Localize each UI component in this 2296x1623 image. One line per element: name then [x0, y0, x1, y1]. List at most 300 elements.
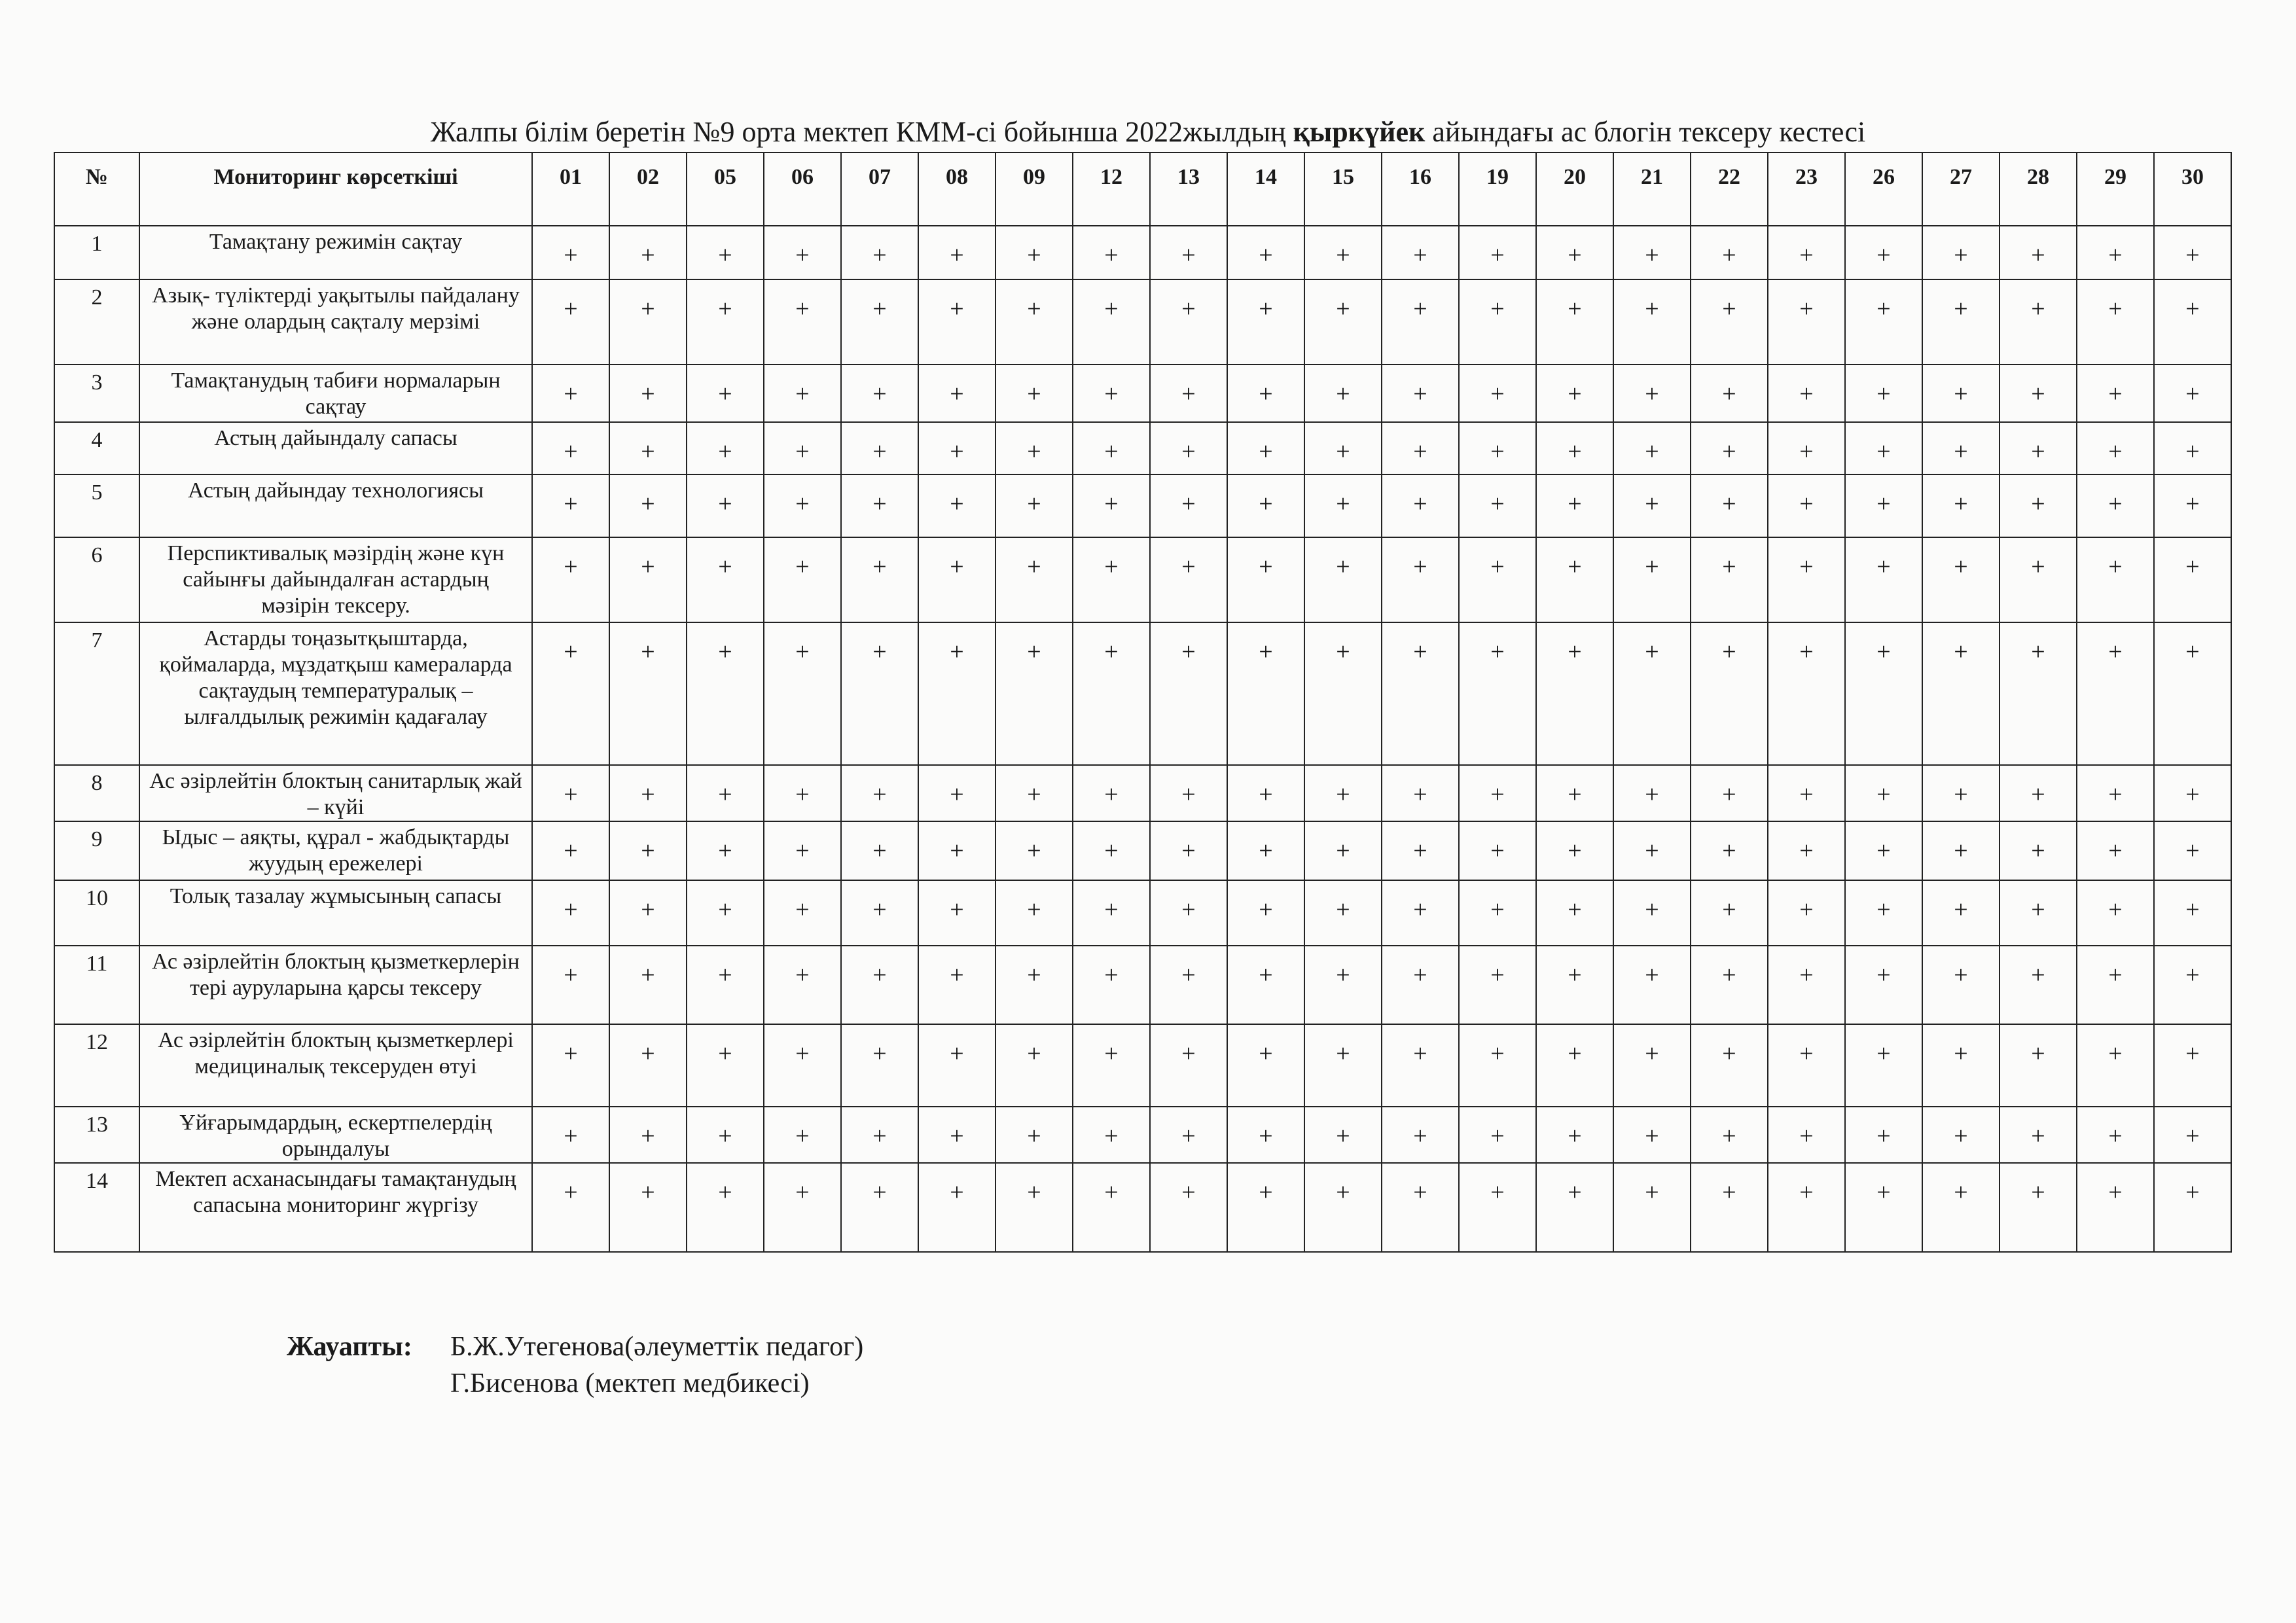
check-mark: +: [1922, 880, 2000, 946]
check-mark: +: [764, 365, 841, 422]
check-mark: +: [1691, 1107, 1768, 1163]
table-row: [54, 1163, 2231, 1252]
check-mark: +: [2077, 474, 2154, 537]
header-day: 27: [1922, 152, 2000, 226]
check-mark: +: [1613, 622, 1691, 765]
check-mark: +: [1768, 422, 1845, 474]
check-mark: +: [996, 279, 1073, 365]
check-mark: +: [1304, 1107, 1382, 1163]
check-mark: +: [1768, 226, 1845, 279]
check-mark: +: [687, 1024, 764, 1107]
check-mark: +: [687, 474, 764, 537]
check-mark: +: [2000, 1107, 2077, 1163]
check-mark: +: [2000, 880, 2077, 946]
row-indicator: Перспиктивалық мәзірдің және күн сайынғы дайындалған астардың мәзірін тексеру.: [139, 537, 532, 622]
check-mark: +: [1768, 1163, 1845, 1252]
check-mark: +: [2154, 765, 2231, 821]
check-mark: +: [1227, 821, 1304, 880]
check-mark: +: [1304, 365, 1382, 422]
table-row: [54, 1024, 2231, 1107]
check-mark: +: [1613, 821, 1691, 880]
check-mark: +: [918, 880, 996, 946]
check-mark: +: [1073, 1107, 1150, 1163]
check-mark: +: [1382, 946, 1459, 1024]
check-mark: +: [841, 537, 918, 622]
header-no: №: [54, 152, 139, 226]
header-day: 20: [1536, 152, 1613, 226]
check-mark: +: [1150, 226, 1227, 279]
responsible-person-1: Б.Ж.Утегенова(әлеуметтік педагог): [450, 1332, 864, 1362]
check-mark: +: [1691, 422, 1768, 474]
header-day: 29: [2077, 152, 2154, 226]
check-mark: +: [764, 537, 841, 622]
check-mark: +: [1536, 537, 1613, 622]
row-indicator: Ас әзірлейтін блоктың санитарлық жай – күйі: [139, 765, 532, 821]
check-mark: +: [1922, 537, 2000, 622]
header-day: 14: [1227, 152, 1304, 226]
check-mark: +: [1845, 474, 1922, 537]
title-month: қыркүйек: [1293, 116, 1426, 148]
check-mark: +: [2154, 226, 2231, 279]
row-number: 6: [54, 537, 139, 622]
check-mark: +: [1536, 946, 1613, 1024]
table-row: [54, 1107, 2231, 1163]
check-mark: +: [764, 821, 841, 880]
check-mark: +: [1073, 765, 1150, 821]
header-day: 06: [764, 152, 841, 226]
check-mark: +: [1536, 880, 1613, 946]
check-mark: +: [1382, 226, 1459, 279]
check-mark: +: [532, 365, 609, 422]
check-mark: +: [2077, 880, 2154, 946]
header-day: 28: [2000, 152, 2077, 226]
check-mark: +: [609, 1024, 687, 1107]
row-number: 13: [54, 1107, 139, 1163]
check-mark: +: [532, 880, 609, 946]
check-mark: +: [1922, 422, 2000, 474]
check-mark: +: [2154, 1024, 2231, 1107]
check-mark: +: [1073, 474, 1150, 537]
check-mark: +: [841, 422, 918, 474]
check-mark: +: [1922, 279, 2000, 365]
check-mark: +: [1304, 821, 1382, 880]
check-mark: +: [841, 622, 918, 765]
table-row: [54, 880, 2231, 946]
table-row: [54, 279, 2231, 365]
check-mark: +: [996, 622, 1073, 765]
check-mark: +: [2077, 365, 2154, 422]
row-number: 1: [54, 226, 139, 279]
check-mark: +: [1768, 279, 1845, 365]
header-day: 19: [1459, 152, 1536, 226]
check-mark: +: [1227, 946, 1304, 1024]
check-mark: +: [1304, 622, 1382, 765]
check-mark: +: [996, 1024, 1073, 1107]
check-mark: +: [687, 821, 764, 880]
check-mark: +: [1613, 880, 1691, 946]
check-mark: +: [1768, 880, 1845, 946]
check-mark: +: [1382, 1024, 1459, 1107]
check-mark: +: [2000, 622, 2077, 765]
header-indicator: Мониторинг көрсеткіші: [139, 152, 532, 226]
check-mark: +: [1304, 880, 1382, 946]
check-mark: +: [1768, 622, 1845, 765]
check-mark: +: [687, 365, 764, 422]
header-day: 02: [609, 152, 687, 226]
check-mark: +: [1073, 422, 1150, 474]
check-mark: +: [1768, 1024, 1845, 1107]
check-mark: +: [1227, 880, 1304, 946]
check-mark: +: [2154, 279, 2231, 365]
check-mark: +: [1922, 474, 2000, 537]
check-mark: +: [2077, 765, 2154, 821]
check-mark: +: [1613, 946, 1691, 1024]
title-text-end: айындағы ас блогін тексеру кестесі: [1425, 116, 1866, 148]
check-mark: +: [1922, 622, 2000, 765]
check-mark: +: [687, 422, 764, 474]
check-mark: +: [1459, 365, 1536, 422]
check-mark: +: [532, 622, 609, 765]
check-mark: +: [2000, 226, 2077, 279]
check-mark: +: [1845, 1024, 1922, 1107]
check-mark: +: [609, 946, 687, 1024]
check-mark: +: [1150, 765, 1227, 821]
check-mark: +: [996, 1163, 1073, 1252]
check-mark: +: [2154, 474, 2231, 537]
check-mark: +: [1150, 880, 1227, 946]
check-mark: +: [1768, 1107, 1845, 1163]
check-mark: +: [1073, 226, 1150, 279]
check-mark: +: [2154, 537, 2231, 622]
check-mark: +: [1382, 880, 1459, 946]
check-mark: +: [2077, 1024, 2154, 1107]
check-mark: +: [1536, 1024, 1613, 1107]
check-mark: +: [1845, 1163, 1922, 1252]
row-indicator: Тамақтанудың табиғи нормаларын сақтау: [139, 365, 532, 422]
check-mark: +: [1536, 622, 1613, 765]
check-mark: +: [1613, 422, 1691, 474]
check-mark: +: [532, 474, 609, 537]
check-mark: +: [687, 1163, 764, 1252]
check-mark: +: [1459, 1163, 1536, 1252]
check-mark: +: [764, 622, 841, 765]
check-mark: +: [841, 946, 918, 1024]
check-mark: +: [1536, 1163, 1613, 1252]
check-mark: +: [1227, 1107, 1304, 1163]
check-mark: +: [1768, 765, 1845, 821]
check-mark: +: [1459, 765, 1536, 821]
table-row: [54, 821, 2231, 880]
check-mark: +: [1459, 1107, 1536, 1163]
check-mark: +: [2077, 1107, 2154, 1163]
row-indicator: Ас әзірлейтін блоктың қызметкерлерін тері ауруларына қарсы тексеру: [139, 946, 532, 1024]
check-mark: +: [2000, 365, 2077, 422]
check-mark: +: [764, 1163, 841, 1252]
check-mark: +: [1150, 1107, 1227, 1163]
check-mark: +: [1691, 880, 1768, 946]
check-mark: +: [1227, 765, 1304, 821]
check-mark: +: [1459, 226, 1536, 279]
check-mark: +: [2000, 1024, 2077, 1107]
check-mark: +: [918, 622, 996, 765]
row-indicator: Астарды тоңазытқыштарда, қоймаларда, мұздатқыш камераларда сақтаудың температуралық – ылғалдылық режимін қадағалау: [139, 622, 532, 765]
check-mark: +: [1227, 226, 1304, 279]
check-mark: +: [918, 365, 996, 422]
row-number: 14: [54, 1163, 139, 1252]
header-day: 21: [1613, 152, 1691, 226]
check-mark: +: [2077, 1163, 2154, 1252]
check-mark: +: [1845, 537, 1922, 622]
check-mark: +: [1613, 1024, 1691, 1107]
check-mark: +: [1150, 1163, 1227, 1252]
header-day: 13: [1150, 152, 1227, 226]
check-mark: +: [687, 765, 764, 821]
check-mark: +: [532, 821, 609, 880]
check-mark: +: [2000, 537, 2077, 622]
check-mark: +: [609, 422, 687, 474]
check-mark: +: [1613, 365, 1691, 422]
check-mark: +: [1073, 880, 1150, 946]
check-mark: +: [687, 880, 764, 946]
check-mark: +: [1227, 279, 1304, 365]
check-mark: +: [841, 1163, 918, 1252]
check-mark: +: [996, 946, 1073, 1024]
row-indicator: Ыдыс – аяқты, құрал - жабдықтарды жуудың ережелері: [139, 821, 532, 880]
check-mark: +: [1691, 1163, 1768, 1252]
check-mark: +: [918, 1163, 996, 1252]
row-number: 3: [54, 365, 139, 422]
check-mark: +: [1073, 1163, 1150, 1252]
check-mark: +: [1073, 1024, 1150, 1107]
row-number: 5: [54, 474, 139, 537]
check-mark: +: [1613, 1163, 1691, 1252]
check-mark: +: [1691, 537, 1768, 622]
check-mark: +: [1536, 422, 1613, 474]
table-row: [54, 474, 2231, 537]
header-day: 08: [918, 152, 996, 226]
check-mark: +: [2154, 1107, 2231, 1163]
check-mark: +: [764, 474, 841, 537]
header-day: 09: [996, 152, 1073, 226]
check-mark: +: [1073, 622, 1150, 765]
check-mark: +: [841, 821, 918, 880]
check-mark: +: [841, 880, 918, 946]
check-mark: +: [1922, 1163, 2000, 1252]
check-mark: +: [609, 474, 687, 537]
check-mark: +: [1845, 226, 1922, 279]
check-mark: +: [2077, 821, 2154, 880]
check-mark: +: [2077, 226, 2154, 279]
responsible-block: [287, 1329, 863, 1402]
check-mark: +: [2077, 946, 2154, 1024]
header-day: 12: [1073, 152, 1150, 226]
check-mark: +: [1768, 537, 1845, 622]
check-mark: +: [1304, 1024, 1382, 1107]
check-mark: +: [1073, 365, 1150, 422]
table-row: [54, 365, 2231, 422]
title-text-start: Жалпы білім беретін №9 орта мектеп КММ-сі бойынша 2022жылдың: [430, 116, 1293, 148]
check-mark: +: [1382, 1107, 1459, 1163]
check-mark: +: [1845, 1107, 1922, 1163]
check-mark: +: [1691, 279, 1768, 365]
check-mark: +: [609, 880, 687, 946]
table-header-row: [54, 152, 2231, 226]
check-mark: +: [532, 226, 609, 279]
check-mark: +: [609, 537, 687, 622]
check-mark: +: [1382, 279, 1459, 365]
check-mark: +: [841, 1024, 918, 1107]
check-mark: +: [764, 422, 841, 474]
check-mark: +: [764, 226, 841, 279]
check-mark: +: [1227, 474, 1304, 537]
check-mark: +: [532, 1163, 609, 1252]
check-mark: +: [609, 226, 687, 279]
table-row: [54, 946, 2231, 1024]
check-mark: +: [1459, 880, 1536, 946]
check-mark: +: [1382, 765, 1459, 821]
check-mark: +: [1536, 226, 1613, 279]
row-indicator: Мектеп асханасындағы тамақтанудың сапасына мониторинг жүргізу: [139, 1163, 532, 1252]
row-indicator: Астың дайындау технологиясы: [139, 474, 532, 537]
header-day: 23: [1768, 152, 1845, 226]
check-mark: +: [1536, 1107, 1613, 1163]
check-mark: +: [1227, 422, 1304, 474]
check-mark: +: [2000, 474, 2077, 537]
check-mark: +: [1691, 821, 1768, 880]
check-mark: +: [1845, 622, 1922, 765]
check-mark: +: [2077, 622, 2154, 765]
check-mark: +: [1459, 474, 1536, 537]
check-mark: +: [1613, 1107, 1691, 1163]
check-mark: +: [764, 765, 841, 821]
check-mark: +: [918, 1024, 996, 1107]
header-day: 22: [1691, 152, 1768, 226]
check-mark: +: [1613, 279, 1691, 365]
check-mark: +: [1382, 622, 1459, 765]
row-indicator: Ұйғарымдардың, ескертпелердің орындалуы: [139, 1107, 532, 1163]
check-mark: +: [1691, 474, 1768, 537]
table-row: [54, 226, 2231, 279]
check-mark: +: [918, 821, 996, 880]
check-mark: +: [2154, 622, 2231, 765]
check-mark: +: [1382, 474, 1459, 537]
check-mark: +: [841, 365, 918, 422]
row-number: 8: [54, 765, 139, 821]
check-mark: +: [687, 622, 764, 765]
check-mark: +: [1459, 279, 1536, 365]
check-mark: +: [1150, 622, 1227, 765]
table-row: [54, 765, 2231, 821]
check-mark: +: [1304, 537, 1382, 622]
check-mark: +: [764, 279, 841, 365]
check-mark: +: [1536, 474, 1613, 537]
row-number: 12: [54, 1024, 139, 1107]
check-mark: +: [1613, 226, 1691, 279]
check-mark: +: [1922, 1107, 2000, 1163]
check-mark: +: [1304, 226, 1382, 279]
check-mark: +: [1304, 474, 1382, 537]
page-title: [0, 115, 2296, 149]
check-mark: +: [996, 365, 1073, 422]
check-mark: +: [1304, 279, 1382, 365]
check-mark: +: [1150, 279, 1227, 365]
check-mark: +: [1768, 946, 1845, 1024]
check-mark: +: [1304, 946, 1382, 1024]
check-mark: +: [918, 226, 996, 279]
check-mark: +: [687, 279, 764, 365]
check-mark: +: [1845, 765, 1922, 821]
check-mark: +: [1150, 365, 1227, 422]
check-mark: +: [1382, 422, 1459, 474]
row-number: 7: [54, 622, 139, 765]
row-number: 11: [54, 946, 139, 1024]
header-day: 05: [687, 152, 764, 226]
check-mark: +: [1304, 765, 1382, 821]
check-mark: +: [1459, 946, 1536, 1024]
check-mark: +: [1613, 474, 1691, 537]
check-mark: +: [1768, 365, 1845, 422]
check-mark: +: [609, 622, 687, 765]
check-mark: +: [1845, 279, 1922, 365]
check-mark: +: [1768, 821, 1845, 880]
check-mark: +: [841, 1107, 918, 1163]
check-mark: +: [841, 474, 918, 537]
check-mark: +: [2077, 422, 2154, 474]
check-mark: +: [1382, 821, 1459, 880]
check-mark: +: [2154, 365, 2231, 422]
check-mark: +: [532, 1024, 609, 1107]
row-number: 4: [54, 422, 139, 474]
check-mark: +: [1845, 821, 1922, 880]
check-mark: +: [687, 537, 764, 622]
check-mark: +: [764, 880, 841, 946]
check-mark: +: [2154, 422, 2231, 474]
check-mark: +: [609, 765, 687, 821]
header-day: 15: [1304, 152, 1382, 226]
check-mark: +: [1768, 474, 1845, 537]
check-mark: +: [1150, 474, 1227, 537]
check-mark: +: [1304, 1163, 1382, 1252]
check-mark: +: [1536, 365, 1613, 422]
check-mark: +: [1922, 821, 2000, 880]
header-day: 07: [841, 152, 918, 226]
check-mark: +: [1845, 946, 1922, 1024]
check-mark: +: [1150, 946, 1227, 1024]
check-mark: +: [1227, 537, 1304, 622]
check-mark: +: [2154, 880, 2231, 946]
check-mark: +: [2000, 422, 2077, 474]
check-mark: +: [841, 279, 918, 365]
check-mark: +: [1073, 537, 1150, 622]
check-mark: +: [1459, 622, 1536, 765]
table-row: [54, 622, 2231, 765]
row-indicator: Ас әзірлейтін блоктың қызметкерлері медициналық тексеруден өтуі: [139, 1024, 532, 1107]
responsible-label: Жауапты:: [287, 1332, 412, 1362]
check-mark: +: [2077, 537, 2154, 622]
check-mark: +: [996, 537, 1073, 622]
header-day: 16: [1382, 152, 1459, 226]
check-mark: +: [2154, 1163, 2231, 1252]
check-mark: +: [609, 1163, 687, 1252]
check-mark: +: [1459, 422, 1536, 474]
header-day: 26: [1845, 152, 1922, 226]
check-mark: +: [996, 226, 1073, 279]
check-mark: +: [1922, 765, 2000, 821]
check-mark: +: [532, 279, 609, 365]
check-mark: +: [1073, 279, 1150, 365]
check-mark: +: [1459, 1024, 1536, 1107]
row-indicator: Тамақтану режимін сақтау: [139, 226, 532, 279]
